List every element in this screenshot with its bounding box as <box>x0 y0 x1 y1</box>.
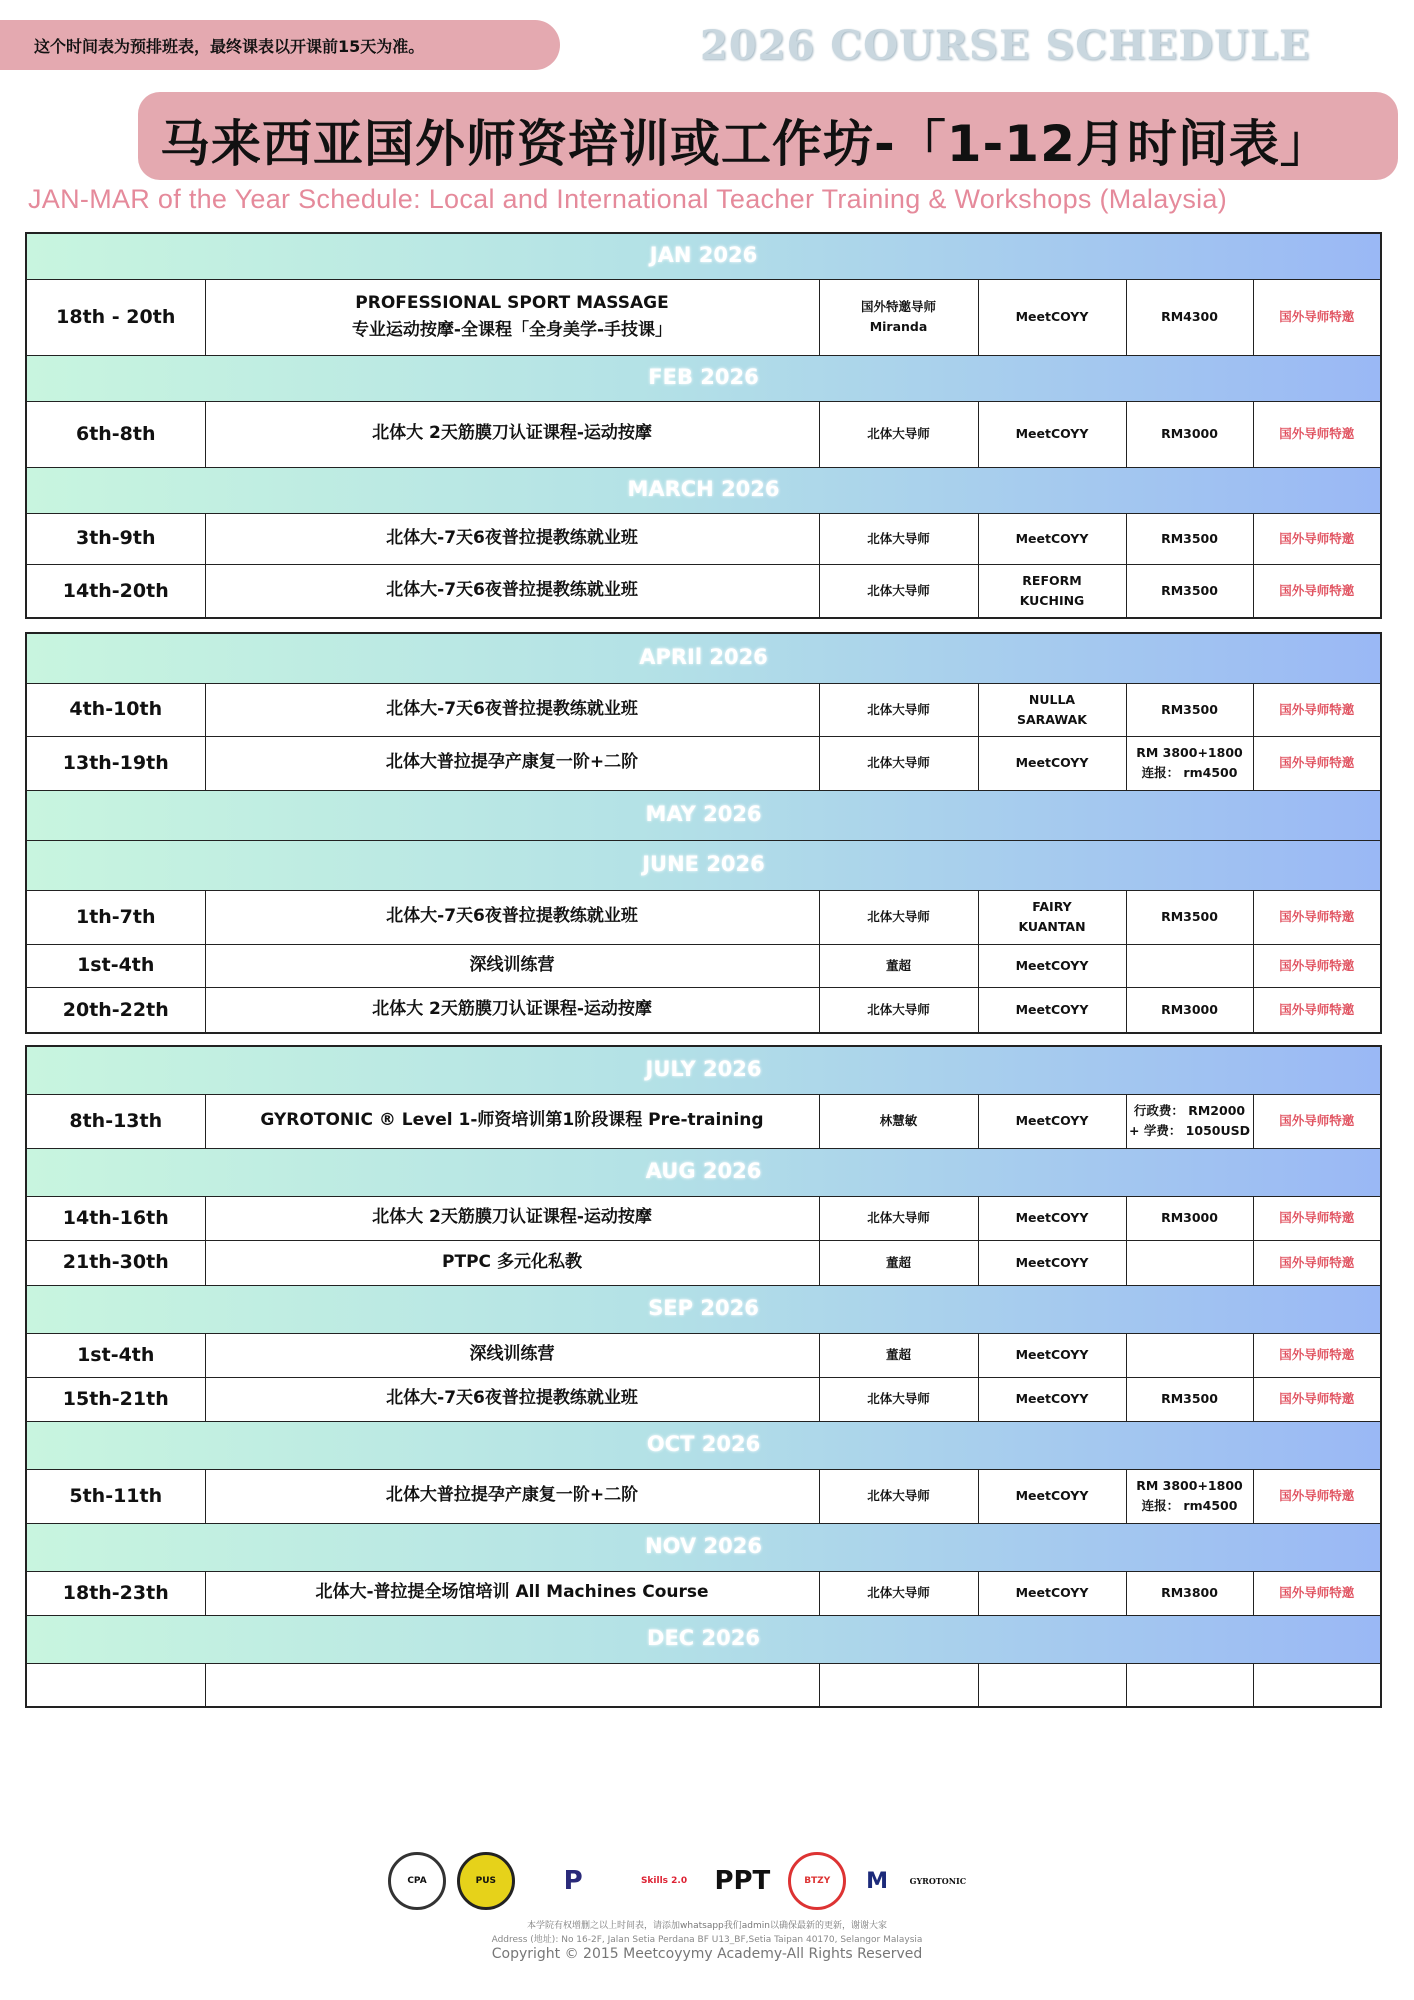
cell-date: 1st-4th <box>26 1333 205 1377</box>
cell-venue <box>978 987 1126 1033</box>
cell-course <box>205 1240 819 1285</box>
teacher-line: 北体大导师 <box>867 1488 930 1503</box>
price-line: RM3000 <box>1161 426 1218 441</box>
schedule-notice: 这个时间表为预排班表，最终课表以开课前15天为准。 <box>0 20 560 70</box>
month-header: JAN 2026 <box>26 233 1381 279</box>
cell-price <box>1126 1571 1253 1615</box>
month-header: APRIl 2026 <box>26 633 1381 683</box>
cell-price <box>1126 1333 1253 1377</box>
teacher-line: 北体大导师 <box>867 1001 930 1017</box>
course-line: 北体大-7天6夜普拉提教练就业班 <box>386 580 638 601</box>
venue-line: MeetCOYY <box>1015 1585 1089 1600</box>
course-line: 北体大 2天筋膜刀认证课程-运动按摩 <box>372 423 652 444</box>
footer-copyright: Copyright © 2015 Meetcoyymy Academy-All Rights Reserved <box>491 1946 923 1962</box>
cell-venue <box>978 513 1126 564</box>
month-header: MAY 2026 <box>26 790 1381 840</box>
cell-course <box>205 683 819 736</box>
cell-venue <box>978 890 1126 944</box>
cell-date: 21th-30th <box>26 1240 205 1285</box>
teacher-line: 北体大导师 <box>867 701 930 717</box>
course-line: 北体大 2天筋膜刀认证课程-运动按摩 <box>372 1207 652 1228</box>
course-line: 北体大 2天筋膜刀认证课程-运动按摩 <box>372 999 652 1020</box>
myppt-logo: PPT <box>714 1866 771 1896</box>
cell-note: 国外导师特邀 <box>1253 1333 1381 1377</box>
cell-price <box>1126 1196 1253 1240</box>
cell-note: 国外导师特邀 <box>1253 1571 1381 1615</box>
price-line: RM4300 <box>1161 309 1218 324</box>
cell-venue <box>978 564 1126 618</box>
teacher-line: 董超 <box>885 957 911 973</box>
cell-teacher <box>819 1196 978 1240</box>
cell-date: 15th-21th <box>26 1377 205 1421</box>
price-line: 连报： rm4500 <box>1141 1498 1238 1513</box>
venue-line: MeetCOYY <box>1015 1488 1089 1503</box>
cell-course <box>205 736 819 790</box>
venue-line: FAIRY <box>1032 899 1072 914</box>
cell-date: 4th-10th <box>26 683 205 736</box>
cell-teacher <box>819 1094 978 1148</box>
venue-line: MeetCOYY <box>1015 1113 1089 1128</box>
cell-note: 国外导师特邀 <box>1253 987 1381 1033</box>
cell-price <box>1126 683 1253 736</box>
month-header: JUNE 2026 <box>26 840 1381 890</box>
schedule-table <box>25 232 1382 619</box>
btzy-logo: BTZY <box>788 1852 846 1910</box>
cell-venue <box>978 1469 1126 1523</box>
cell-price <box>1126 401 1253 467</box>
course-line: 北体大普拉提孕产康复一阶+二阶 <box>385 752 639 773</box>
cell-course <box>205 564 819 618</box>
cell-note: 国外导师特邀 <box>1253 401 1381 467</box>
tarung-logo: P <box>563 1866 583 1896</box>
cell-teacher <box>819 279 978 355</box>
table-row <box>26 1196 1381 1240</box>
english-title: 2026 COURSE SCHEDULE <box>700 22 1311 69</box>
cell-teacher <box>819 1333 978 1377</box>
persatuan-urutan-logo: PUS <box>457 1852 515 1910</box>
cpa-logo: CPA <box>388 1852 446 1910</box>
cell-price <box>1126 1663 1253 1707</box>
cell-course <box>205 987 819 1033</box>
month-header: FEB 2026 <box>26 355 1381 401</box>
jpk-logo: M <box>866 1868 889 1894</box>
table-row <box>26 1333 1381 1377</box>
cell-date: 13th-19th <box>26 736 205 790</box>
cell-venue <box>978 683 1126 736</box>
price-line: + 学费： 1050USD <box>1129 1123 1250 1138</box>
gyrotonic-logo: GYROTONIC <box>909 1876 967 1886</box>
price-line: RM3800 <box>1161 1585 1218 1600</box>
cell-price <box>1126 1240 1253 1285</box>
venue-line: MeetCOYY <box>1015 1001 1089 1017</box>
cell-date: 14th-20th <box>26 564 205 618</box>
teacher-line: 北体大导师 <box>867 1391 930 1406</box>
table-row <box>26 1377 1381 1421</box>
venue-line: KUANTAN <box>1018 919 1086 934</box>
cell-date: 1th-7th <box>26 890 205 944</box>
cell-note: 国外导师特邀 <box>1253 279 1381 355</box>
cell-price <box>1126 1094 1253 1148</box>
venue-line: MeetCOYY <box>1015 1254 1089 1270</box>
table-row <box>26 987 1381 1033</box>
cell-venue <box>978 1240 1126 1285</box>
cell-price <box>1126 890 1253 944</box>
table-row <box>26 1240 1381 1285</box>
course-line: 北体大-7天6夜普拉提教练就业班 <box>386 1388 638 1409</box>
cell-note: 国外导师特邀 <box>1253 1240 1381 1285</box>
cell-note: 国外导师特邀 <box>1253 683 1381 736</box>
cell-note: 国外导师特邀 <box>1253 890 1381 944</box>
venue-line: MeetCOYY <box>1015 755 1089 770</box>
price-line: RM3500 <box>1161 909 1218 924</box>
cell-note: 国外导师特邀 <box>1253 1469 1381 1523</box>
cell-course <box>205 944 819 987</box>
cell-teacher <box>819 1469 978 1523</box>
cell-date: 6th-8th <box>26 401 205 467</box>
schedule-table <box>25 632 1382 1034</box>
month-header: OCT 2026 <box>26 1421 1381 1469</box>
cell-teacher <box>819 890 978 944</box>
cell-date: 20th-22th <box>26 987 205 1033</box>
cell-teacher <box>819 513 978 564</box>
price-line: RM3000 <box>1161 1001 1218 1017</box>
teacher-line: 北体大导师 <box>867 582 930 598</box>
teacher-line: 董超 <box>885 1254 911 1270</box>
cell-venue <box>978 1377 1126 1421</box>
venue-line: REFORM <box>1022 572 1082 588</box>
teacher-line: 北体大导师 <box>867 1210 930 1225</box>
price-line: RM3500 <box>1161 701 1218 717</box>
course-line: 北体大-普拉提全场馆培训 All Machines Course <box>315 1582 709 1603</box>
month-header: SEP 2026 <box>26 1285 1381 1333</box>
teacher-line: Miranda <box>869 319 928 334</box>
table-row <box>26 1571 1381 1615</box>
cell-teacher <box>819 1663 978 1707</box>
cell-note: 国外导师特邀 <box>1253 736 1381 790</box>
table-row <box>26 513 1381 564</box>
course-line: 北体大-7天6夜普拉提教练就业班 <box>386 527 638 548</box>
cell-course <box>205 1469 819 1523</box>
course-line: 专业运动按摩-全课程「全身美学-手技课」 <box>351 320 673 340</box>
table-row <box>26 1094 1381 1148</box>
venue-line: NULLA <box>1028 691 1076 707</box>
course-line: PROFESSIONAL SPORT MASSAGE <box>355 292 669 313</box>
teacher-line: 董超 <box>885 1347 911 1362</box>
course-line: 深线训练营 <box>469 954 555 975</box>
cell-teacher <box>819 683 978 736</box>
cell-teacher <box>819 564 978 618</box>
footer-notice: 本学院有权增删之以上时间表，请添加whatsapp我们admin以确保最新的更新，谢谢大家 <box>527 1921 887 1931</box>
cell-course <box>205 401 819 467</box>
month-header: MARCH 2026 <box>26 467 1381 513</box>
cell-teacher <box>819 401 978 467</box>
course-line: GYROTONIC ® Level 1-师资培训第1阶段课程 Pre-training <box>260 1110 764 1131</box>
cell-teacher <box>819 987 978 1033</box>
venue-line: MeetCOYY <box>1015 1391 1089 1406</box>
page-title: 马来西亚国外师资培训或工作坊-「1-12月时间表」 <box>138 92 1398 180</box>
cell-venue <box>978 1333 1126 1377</box>
cell-teacher <box>819 1377 978 1421</box>
price-line: RM3500 <box>1161 582 1218 598</box>
price-line: RM 3800+1800 <box>1136 745 1243 760</box>
cell-note: 国外导师特邀 <box>1253 1196 1381 1240</box>
cell-note: 国外导师特邀 <box>1253 513 1381 564</box>
cell-course <box>205 1377 819 1421</box>
page-subtitle: JAN-MAR of the Year Schedule: Local and International Teacher Training & Workshops (Malaysia) <box>28 184 1228 214</box>
cell-note: 国外导师特邀 <box>1253 1094 1381 1148</box>
table-row <box>26 890 1381 944</box>
cell-date: 1st-4th <box>26 944 205 987</box>
cell-date <box>26 1663 205 1707</box>
cell-venue <box>978 279 1126 355</box>
month-header: JULY 2026 <box>26 1046 1381 1094</box>
price-line: RM3000 <box>1161 1210 1218 1225</box>
table-row <box>26 401 1381 467</box>
table-row <box>26 279 1381 355</box>
cell-note: 国外导师特邀 <box>1253 944 1381 987</box>
teacher-line: 北体大导师 <box>867 755 930 770</box>
cell-venue <box>978 736 1126 790</box>
cell-course <box>205 279 819 355</box>
cell-price <box>1126 1377 1253 1421</box>
cell-price <box>1126 513 1253 564</box>
cell-price <box>1126 944 1253 987</box>
month-header: AUG 2026 <box>26 1148 1381 1196</box>
cell-note: 国外导师特邀 <box>1253 564 1381 618</box>
price-line: RM3500 <box>1161 1391 1218 1406</box>
teacher-line: 国外特邀导师 <box>860 299 936 314</box>
cell-date: 18th - 20th <box>26 279 205 355</box>
cell-date: 3th-9th <box>26 513 205 564</box>
teacher-line: 北体大导师 <box>867 1585 930 1600</box>
course-line: 北体大-7天6夜普拉提教练就业班 <box>386 698 638 719</box>
cell-teacher <box>819 944 978 987</box>
month-header: NOV 2026 <box>26 1523 1381 1571</box>
venue-line: MeetCOYY <box>1015 1347 1089 1362</box>
teacher-line: 林慧敏 <box>879 1113 918 1128</box>
cell-date: 14th-16th <box>26 1196 205 1240</box>
cell-course <box>205 1094 819 1148</box>
course-line: PTPC 多元化私教 <box>442 1251 582 1272</box>
table-row <box>26 683 1381 736</box>
table-row <box>26 564 1381 618</box>
cell-venue <box>978 1663 1126 1707</box>
cell-date: 5th-11th <box>26 1469 205 1523</box>
cell-course <box>205 890 819 944</box>
venue-line: KUCHING <box>1019 592 1085 608</box>
skillsmalaysia-logo: Skills 2.0 <box>640 1876 688 1886</box>
cell-venue <box>978 1196 1126 1240</box>
teacher-line: 北体大导师 <box>867 530 930 546</box>
venue-line: SARAWAK <box>1016 711 1087 727</box>
venue-line: MeetCOYY <box>1015 957 1089 973</box>
cell-venue <box>978 1571 1126 1615</box>
cell-venue <box>978 944 1126 987</box>
cell-price <box>1126 564 1253 618</box>
teacher-line: 北体大导师 <box>867 426 930 441</box>
venue-line: MeetCOYY <box>1015 530 1089 546</box>
cell-note: 国外导师特邀 <box>1253 1377 1381 1421</box>
course-line: 北体大-7天6夜普拉提教练就业班 <box>386 906 638 927</box>
footer-address: Address (地址): No 16-2F, Jalan Setia Perdana BF U13_BF,Setia Taipan 40170, Selangor Malaysia <box>491 1935 923 1945</box>
course-line: 深线训练营 <box>469 1344 555 1365</box>
cell-price <box>1126 279 1253 355</box>
cell-teacher <box>819 736 978 790</box>
table-row <box>26 1469 1381 1523</box>
cell-course <box>205 1663 819 1707</box>
schedule-table <box>25 1045 1382 1708</box>
cell-course <box>205 1571 819 1615</box>
table-row <box>26 944 1381 987</box>
cell-price <box>1126 987 1253 1033</box>
price-line: RM3500 <box>1161 530 1218 546</box>
venue-line: MeetCOYY <box>1015 309 1089 324</box>
cell-note <box>1253 1663 1381 1707</box>
venue-line: MeetCOYY <box>1015 1210 1089 1225</box>
partner-logos <box>388 1848 968 1914</box>
cell-price <box>1126 736 1253 790</box>
cell-teacher <box>819 1240 978 1285</box>
venue-line: MeetCOYY <box>1015 426 1089 441</box>
cell-venue <box>978 1094 1126 1148</box>
cell-course <box>205 1333 819 1377</box>
cell-venue <box>978 401 1126 467</box>
month-header: DEC 2026 <box>26 1615 1381 1663</box>
table-row <box>26 736 1381 790</box>
cell-teacher <box>819 1571 978 1615</box>
cell-date: 18th-23th <box>26 1571 205 1615</box>
cell-course <box>205 513 819 564</box>
price-line: 连报： rm4500 <box>1141 765 1238 780</box>
table-row <box>26 1663 1381 1707</box>
price-line: RM 3800+1800 <box>1136 1478 1243 1493</box>
teacher-line: 北体大导师 <box>867 909 930 924</box>
course-line: 北体大普拉提孕产康复一阶+二阶 <box>385 1485 639 1506</box>
cell-course <box>205 1196 819 1240</box>
cell-date: 8th-13th <box>26 1094 205 1148</box>
price-line: 行政费： RM2000 <box>1133 1103 1246 1118</box>
cell-price <box>1126 1469 1253 1523</box>
